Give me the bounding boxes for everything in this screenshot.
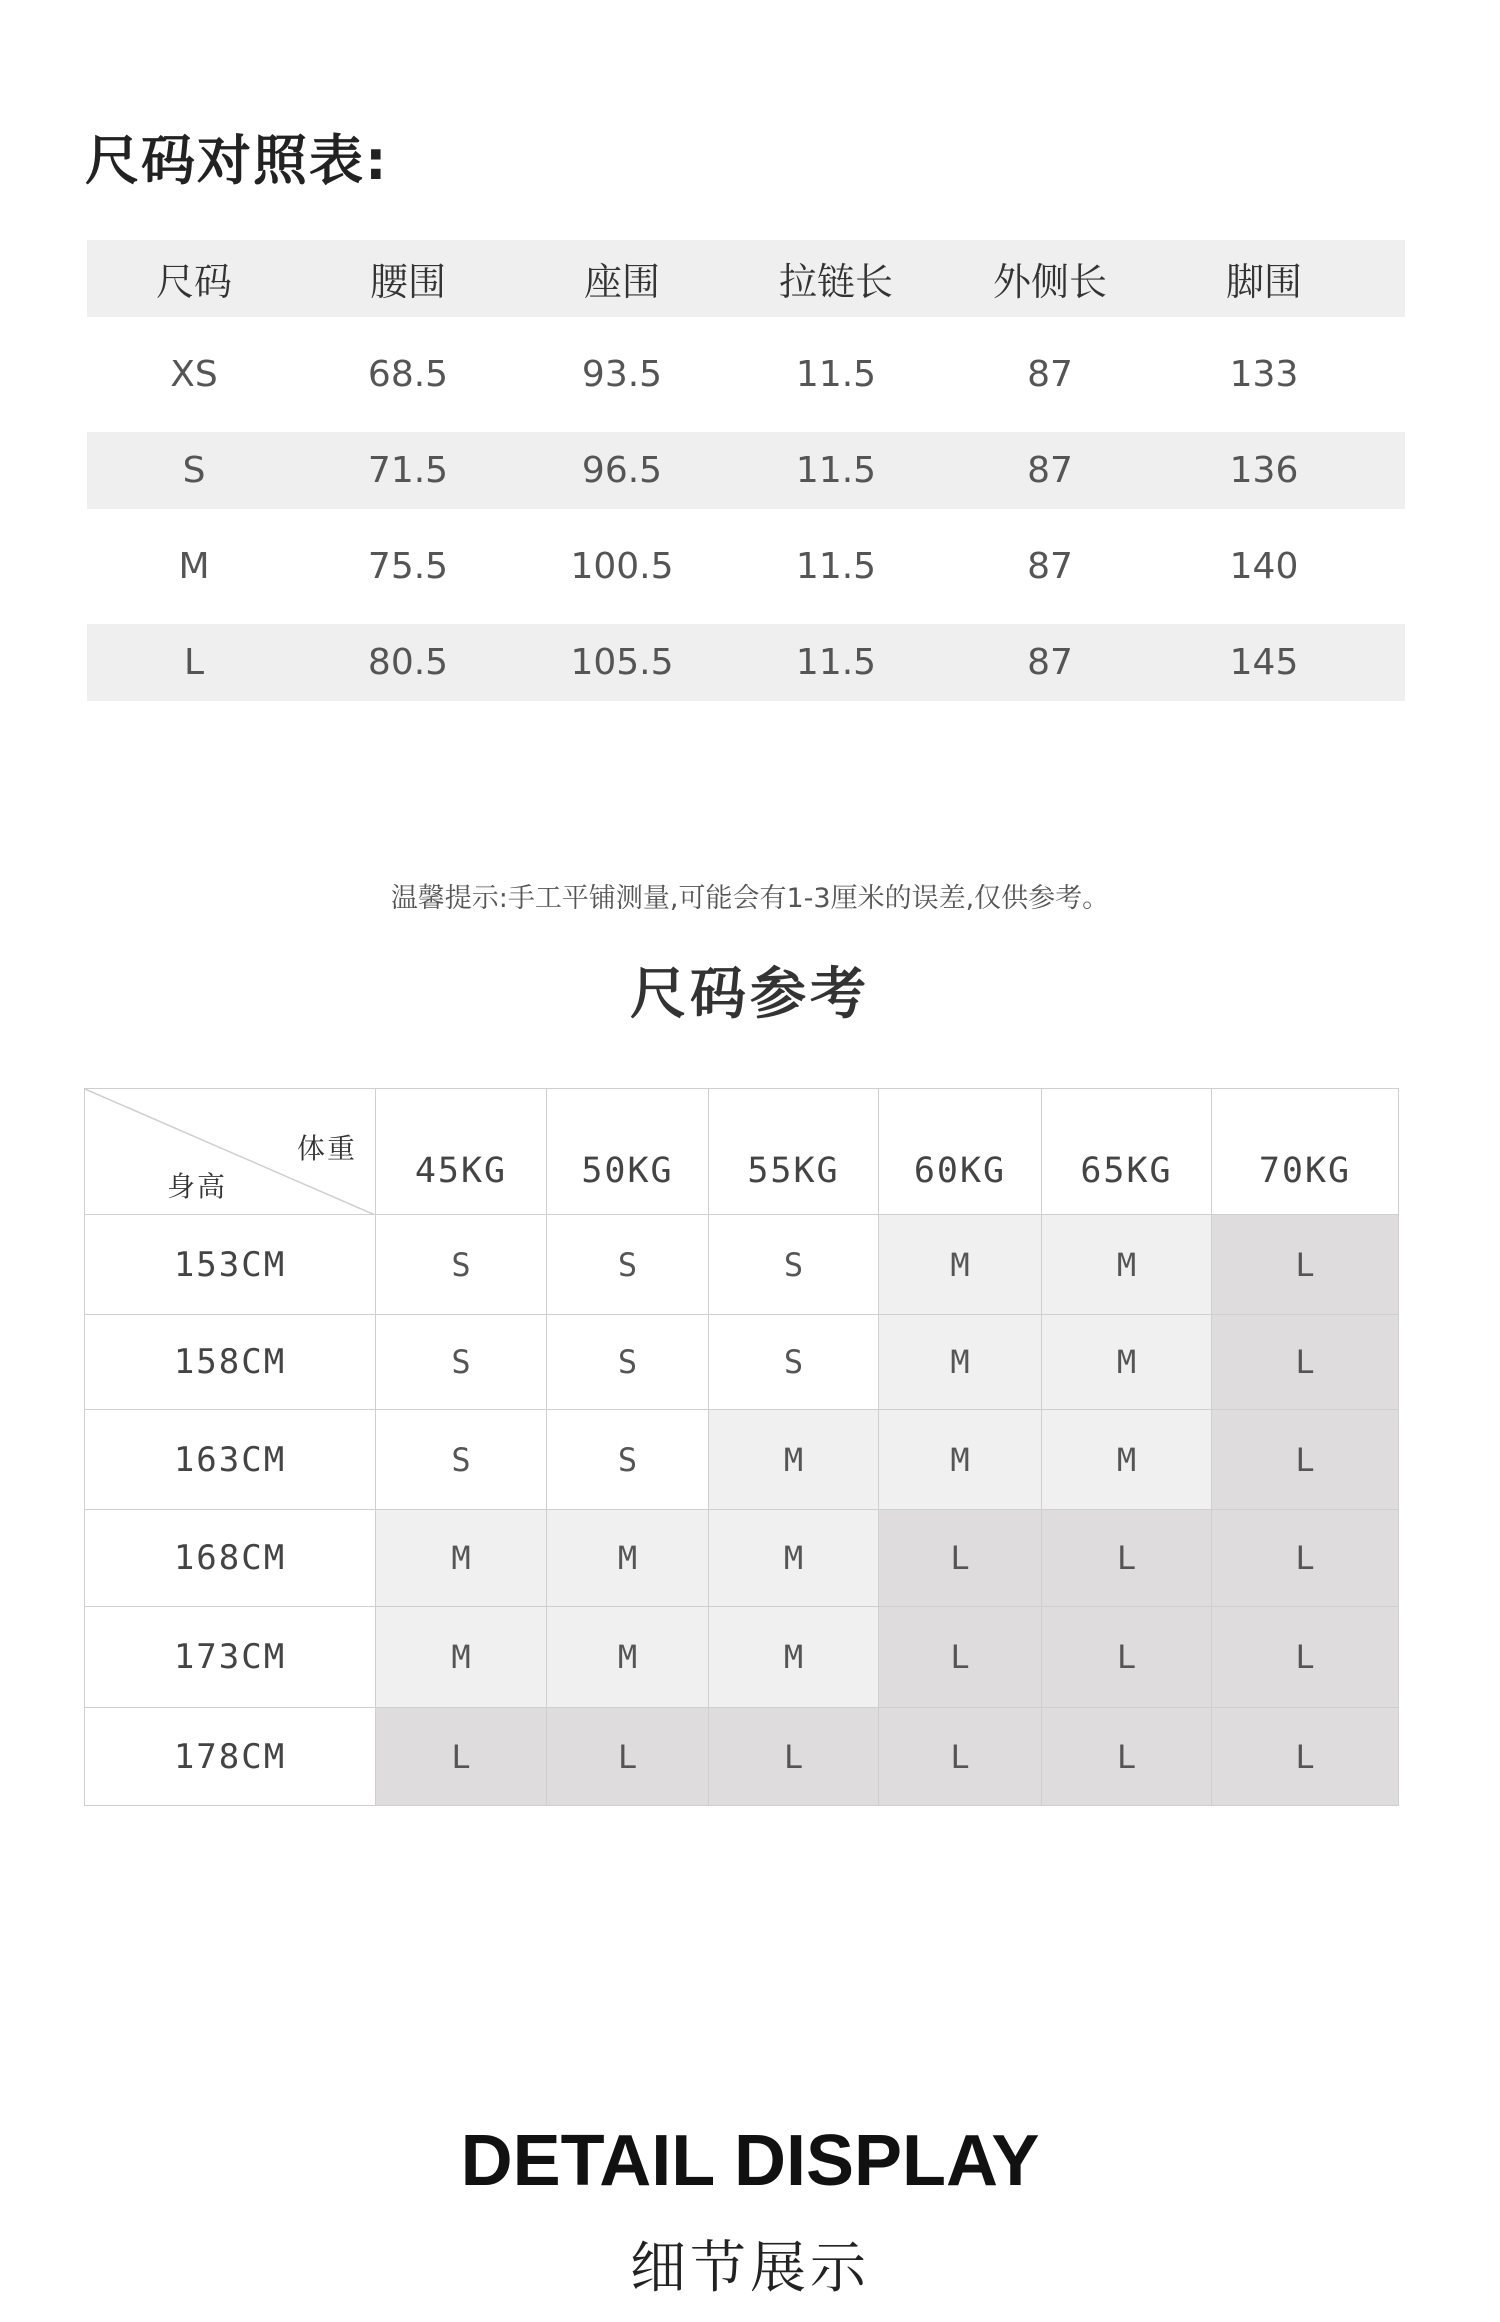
size-reference-title: 尺码参考	[630, 962, 870, 1027]
weight-header: 50KG	[547, 1089, 709, 1215]
size-chart-cell: 87	[1027, 354, 1073, 395]
size-chart-cell: 87	[1027, 642, 1073, 683]
height-axis-label: 身高	[167, 1170, 228, 1203]
size-chart-cell: 11.5	[795, 354, 877, 395]
size-chart-row	[87, 528, 1405, 605]
size-chart-row	[87, 336, 1405, 413]
size-reference-row	[85, 1510, 1399, 1607]
size-chart-cell: 87	[1027, 546, 1073, 587]
size-cell: L	[879, 1510, 1042, 1607]
size-chart-cell: 145	[1229, 642, 1299, 683]
size-cell: M	[879, 1315, 1042, 1410]
detail-display-title: DETAIL DISPLAY	[460, 2121, 1040, 2201]
size-chart-cell: 71.5	[367, 450, 449, 491]
size-cell: L	[1042, 1607, 1212, 1708]
size-chart-row	[87, 624, 1405, 701]
size-chart-table	[87, 240, 1405, 720]
size-cell: L	[879, 1607, 1042, 1708]
size-chart-cell: 11.5	[795, 642, 877, 683]
size-cell: M	[879, 1410, 1042, 1510]
size-chart-cell: 80.5	[367, 642, 449, 683]
size-chart-cell: 136	[1229, 450, 1299, 491]
size-chart-cell: 100.5	[570, 546, 674, 587]
size-chart-row	[87, 432, 1405, 509]
size-cell: L	[1212, 1708, 1399, 1806]
weight-header: 45KG	[376, 1089, 547, 1215]
size-cell: M	[376, 1510, 547, 1607]
size-cell: L	[1212, 1607, 1399, 1708]
size-reference-row	[85, 1315, 1399, 1410]
size-cell: S	[376, 1315, 547, 1410]
size-chart-cell: 75.5	[367, 546, 449, 587]
height-label: 178CM	[85, 1708, 376, 1806]
size-cell: M	[1042, 1410, 1212, 1510]
size-chart-header-row	[87, 240, 1405, 317]
size-cell: L	[1212, 1510, 1399, 1607]
size-cell: M	[1042, 1215, 1212, 1315]
size-chart-cell: XS	[170, 354, 218, 395]
size-cell: M	[1042, 1315, 1212, 1410]
size-reference-row	[85, 1607, 1399, 1708]
size-cell: S	[547, 1215, 709, 1315]
size-reference-row	[85, 1410, 1399, 1510]
size-chart-cell: 105.5	[570, 642, 674, 683]
size-cell: L	[1212, 1215, 1399, 1315]
size-cell: S	[376, 1410, 547, 1510]
weight-header: 70KG	[1212, 1089, 1399, 1215]
size-cell: L	[547, 1708, 709, 1806]
height-label: 153CM	[85, 1215, 376, 1315]
size-cell: L	[1042, 1708, 1212, 1806]
size-reference-grid	[84, 1088, 1399, 1806]
size-cell: S	[709, 1215, 879, 1315]
size-cell: M	[879, 1215, 1042, 1315]
detail-display-subtitle: 细节展示	[630, 2236, 870, 2301]
size-reference-corner	[85, 1089, 376, 1215]
size-cell: M	[709, 1607, 879, 1708]
measurement-note: 温馨提示:手工平铺测量,可能会有1-3厘米的误差,仅供参考。	[390, 883, 1110, 914]
size-cell: M	[709, 1410, 879, 1510]
size-reference-header-row	[85, 1089, 1399, 1215]
size-chart-header-cell: 尺码	[155, 260, 232, 304]
size-cell: L	[1212, 1315, 1399, 1410]
height-label: 163CM	[85, 1410, 376, 1510]
size-chart-cell: S	[182, 450, 206, 491]
height-label: 168CM	[85, 1510, 376, 1607]
size-chart-cell: M	[178, 546, 210, 587]
size-chart-cell: 11.5	[795, 450, 877, 491]
size-cell: S	[547, 1410, 709, 1510]
size-cell: L	[1042, 1510, 1212, 1607]
size-cell: L	[709, 1708, 879, 1806]
size-chart-title: 尺码对照表:	[85, 129, 389, 192]
size-chart-header-cell: 座围	[583, 260, 660, 304]
size-reference-row	[85, 1708, 1399, 1806]
size-cell: M	[376, 1607, 547, 1708]
size-chart-cell: 11.5	[795, 546, 877, 587]
size-chart-cell: 93.5	[581, 354, 663, 395]
size-cell: S	[709, 1315, 879, 1410]
height-label: 158CM	[85, 1315, 376, 1410]
size-reference-row	[85, 1215, 1399, 1315]
size-chart-header-cell: 外侧长	[992, 260, 1107, 304]
weight-header: 60KG	[879, 1089, 1042, 1215]
size-cell: L	[879, 1708, 1042, 1806]
size-cell: M	[547, 1607, 709, 1708]
size-cell: M	[547, 1510, 709, 1607]
size-cell: L	[376, 1708, 547, 1806]
size-cell: S	[376, 1215, 547, 1315]
size-chart-cell: 96.5	[581, 450, 663, 491]
size-chart-cell: 68.5	[367, 354, 449, 395]
size-chart-cell: 87	[1027, 450, 1073, 491]
size-chart-cell: 140	[1229, 546, 1299, 587]
size-cell: L	[1212, 1410, 1399, 1510]
weight-axis-label: 体重	[296, 1132, 357, 1165]
weight-header: 65KG	[1042, 1089, 1212, 1215]
weight-header: 55KG	[709, 1089, 879, 1215]
size-chart-cell: L	[183, 642, 205, 683]
size-cell: S	[547, 1315, 709, 1410]
size-chart-header-cell: 腰围	[369, 260, 446, 304]
size-cell: M	[709, 1510, 879, 1607]
size-chart-header-cell: 拉链长	[778, 260, 893, 304]
size-chart-cell: 133	[1229, 354, 1299, 395]
size-chart-header-cell: 脚围	[1225, 260, 1302, 304]
height-label: 173CM	[85, 1607, 376, 1708]
